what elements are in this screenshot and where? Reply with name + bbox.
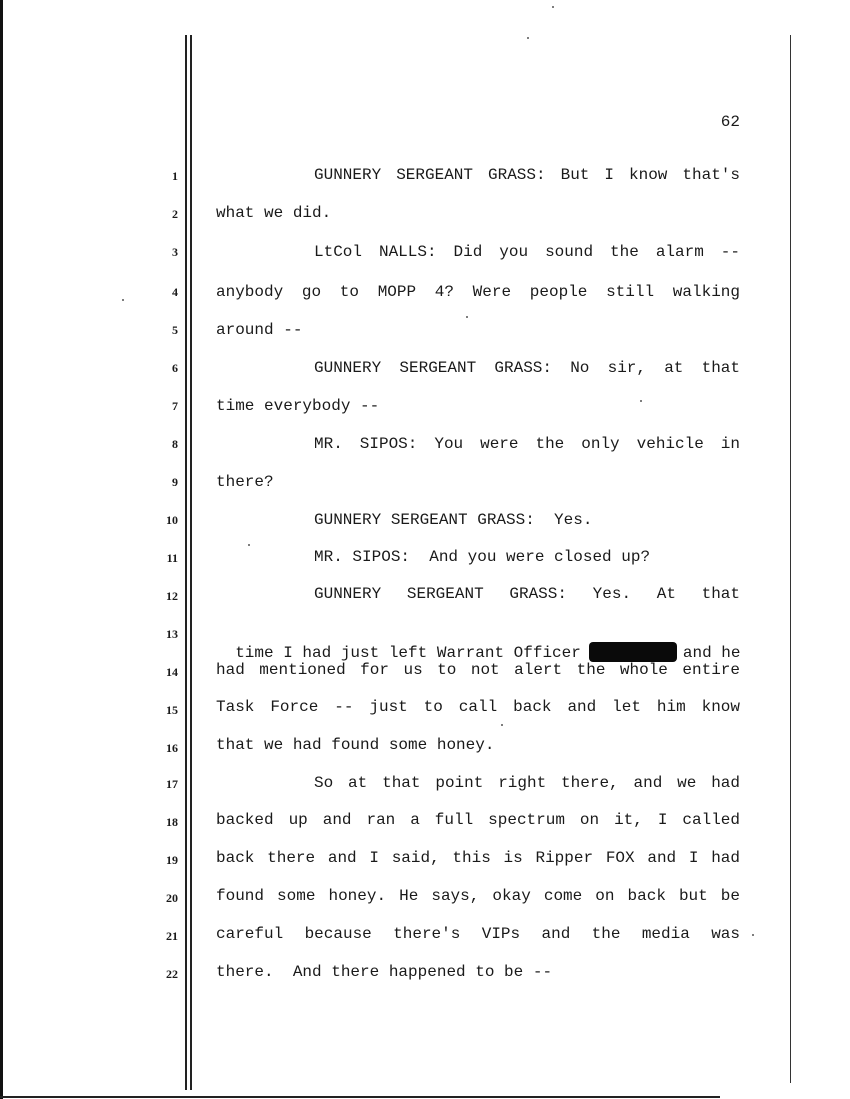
transcript-line: there. And there happened to be -- xyxy=(216,963,553,981)
scan-speck xyxy=(466,316,468,318)
page-number: 62 xyxy=(720,113,740,131)
line-number: 13 xyxy=(166,627,178,641)
line-number: 4 xyxy=(172,285,178,299)
transcript-line: back there and I said, this is Ripper FOX and I had xyxy=(216,849,740,867)
transcript-line xyxy=(216,622,740,663)
bottom-rule xyxy=(0,1096,720,1098)
transcript-line: LtCol NALLS: Did you sound the alarm -- xyxy=(314,243,740,261)
line-number: 21 xyxy=(166,929,178,943)
line-number: 12 xyxy=(166,589,178,603)
line-number: 2 xyxy=(172,207,178,221)
transcript-line: found some honey. He says, okay come on back but be xyxy=(216,887,740,905)
transcript-line: GUNNERY SERGEANT GRASS: Yes. At that xyxy=(314,585,740,603)
line-number: 19 xyxy=(166,853,178,867)
line-number: 18 xyxy=(166,815,178,829)
transcript-text: time I had just left Warrant Officer xyxy=(235,644,581,662)
transcript-line: GUNNERY SERGEANT GRASS: But I know that's xyxy=(314,166,740,184)
line-number: 11 xyxy=(166,551,178,565)
line-number: 6 xyxy=(172,361,178,375)
transcript-line: careful because there's VIPs and the media was xyxy=(216,925,740,943)
scan-speck xyxy=(752,934,754,936)
line-number: 3 xyxy=(172,245,178,259)
transcript-line: GUNNERY SERGEANT GRASS: No sir, at that xyxy=(314,359,740,377)
transcript-line: around -- xyxy=(216,321,303,339)
transcript-line: anybody go to MOPP 4? Were people still walking xyxy=(216,283,740,301)
scan-speck xyxy=(552,6,554,8)
transcript-line: there? xyxy=(216,473,274,491)
line-number: 22 xyxy=(166,967,178,981)
scan-speck xyxy=(527,37,529,39)
line-number: 10 xyxy=(166,513,178,527)
transcript-line: time everybody -- xyxy=(216,397,380,415)
line-number: 9 xyxy=(172,475,178,489)
margin-rule-outer xyxy=(190,35,192,1090)
scan-speck xyxy=(248,544,250,546)
line-number: 14 xyxy=(166,665,178,679)
transcript-text: and he xyxy=(682,644,741,662)
margin-rule-inner xyxy=(185,35,187,1090)
transcript-line: that we had found some honey. xyxy=(216,736,495,754)
transcript-line: backed up and ran a full spectrum on it, I called xyxy=(216,811,740,829)
line-number: 5 xyxy=(172,323,178,337)
line-number: 20 xyxy=(166,891,178,905)
line-number: 16 xyxy=(166,741,178,755)
margin-rule-right xyxy=(790,35,791,1083)
transcript-line: had mentioned for us to not alert the whole entire xyxy=(216,661,740,679)
line-number: 1 xyxy=(172,169,178,183)
transcript-line: what we did. xyxy=(216,204,332,222)
page-left-edge xyxy=(0,0,3,1099)
line-number: 15 xyxy=(166,703,178,717)
line-number: 8 xyxy=(172,437,178,451)
transcript-line: GUNNERY SERGEANT GRASS: Yes. xyxy=(314,511,593,529)
scan-speck xyxy=(501,724,503,726)
transcript-line: Task Force -- just to call back and let him know xyxy=(216,698,740,716)
line-number: 17 xyxy=(166,777,178,791)
line-number: 7 xyxy=(172,399,178,413)
redaction-block xyxy=(589,642,677,662)
transcript-line: So at that point right there, and we had xyxy=(314,774,740,792)
transcript-line: MR. SIPOS: And you were closed up? xyxy=(314,548,651,566)
scan-speck xyxy=(122,299,124,301)
transcript-line: MR. SIPOS: You were the only vehicle in xyxy=(314,435,740,453)
